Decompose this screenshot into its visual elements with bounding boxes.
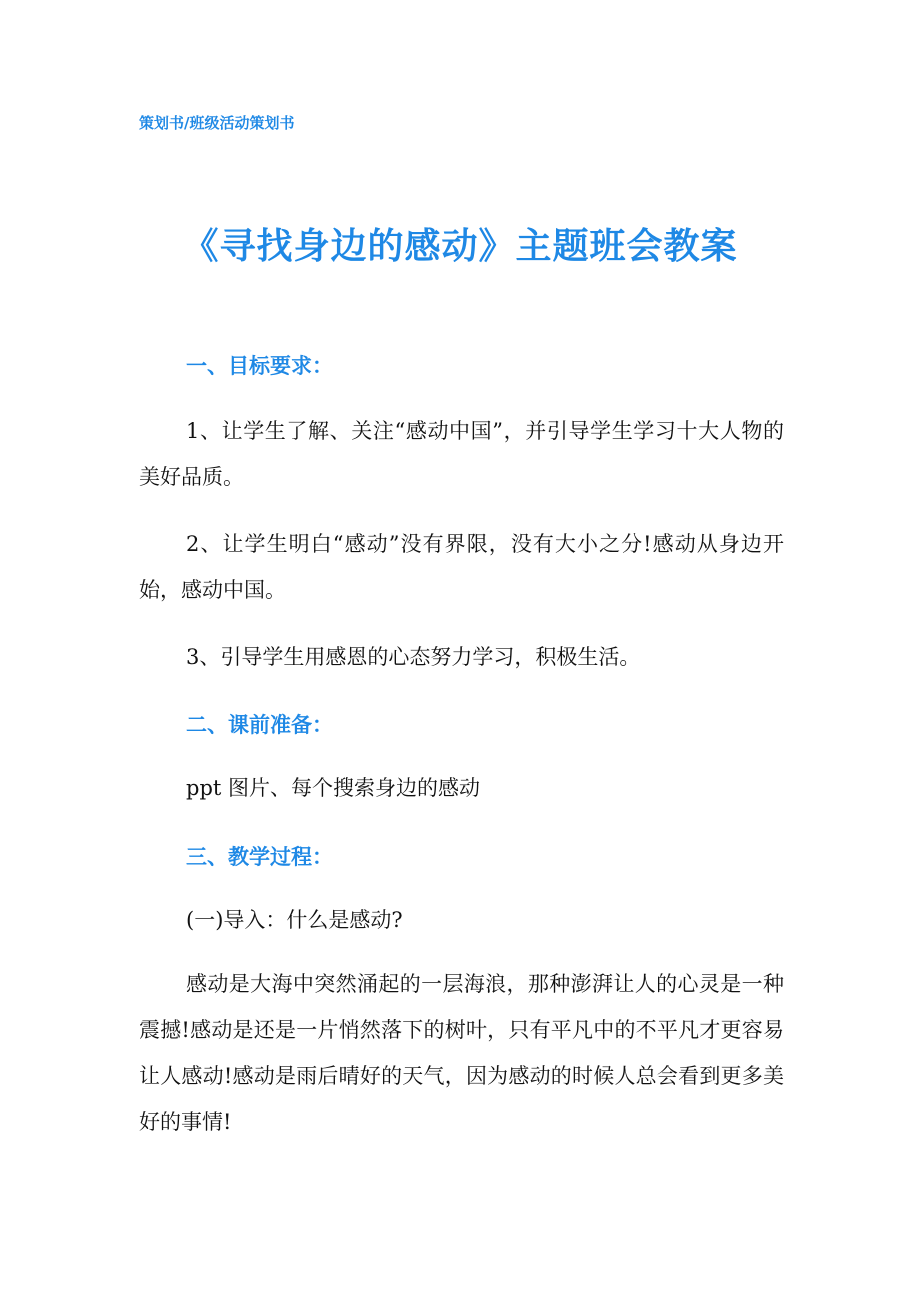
paragraph-preparation: ppt 图片、每个搜索身边的感动 [186,776,480,800]
section-heading-preparation: 二、课前准备： [186,713,333,737]
paragraph-goal-3: 3、引导学生用感恩的心态努力学习，积极生活。 [186,645,641,669]
section-heading-process: 三、教学过程： [186,845,333,869]
page-title: 《寻找身边的感动》主题班会教案 [182,226,738,267]
paragraph-goal-2: 2、让学生明白“感动”没有界限，没有大小之分!感动从身边开始，感动中国。 [139,532,784,602]
paragraph-goal-1: 1、让学生了解、关注“感动中国”，并引导学生学习十大人物的美好品质。 [139,419,784,489]
paragraph-introduction-label: (一)导入：什么是感动? [186,908,403,932]
breadcrumb[interactable]: 策划书/班级活动策划书 [139,114,295,132]
paragraph-introduction-text: 感动是大海中突然涌起的一层海浪，那种澎湃让人的心灵是一种震撼!感动是还是一片悄然落下的树叶，只有平凡中的不平凡才更容易让人感动!感动是雨后晴好的天气，因为感动的时候人总会看到更多美好的事情! [139,972,784,1134]
section-heading-goals: 一、目标要求： [186,354,333,378]
